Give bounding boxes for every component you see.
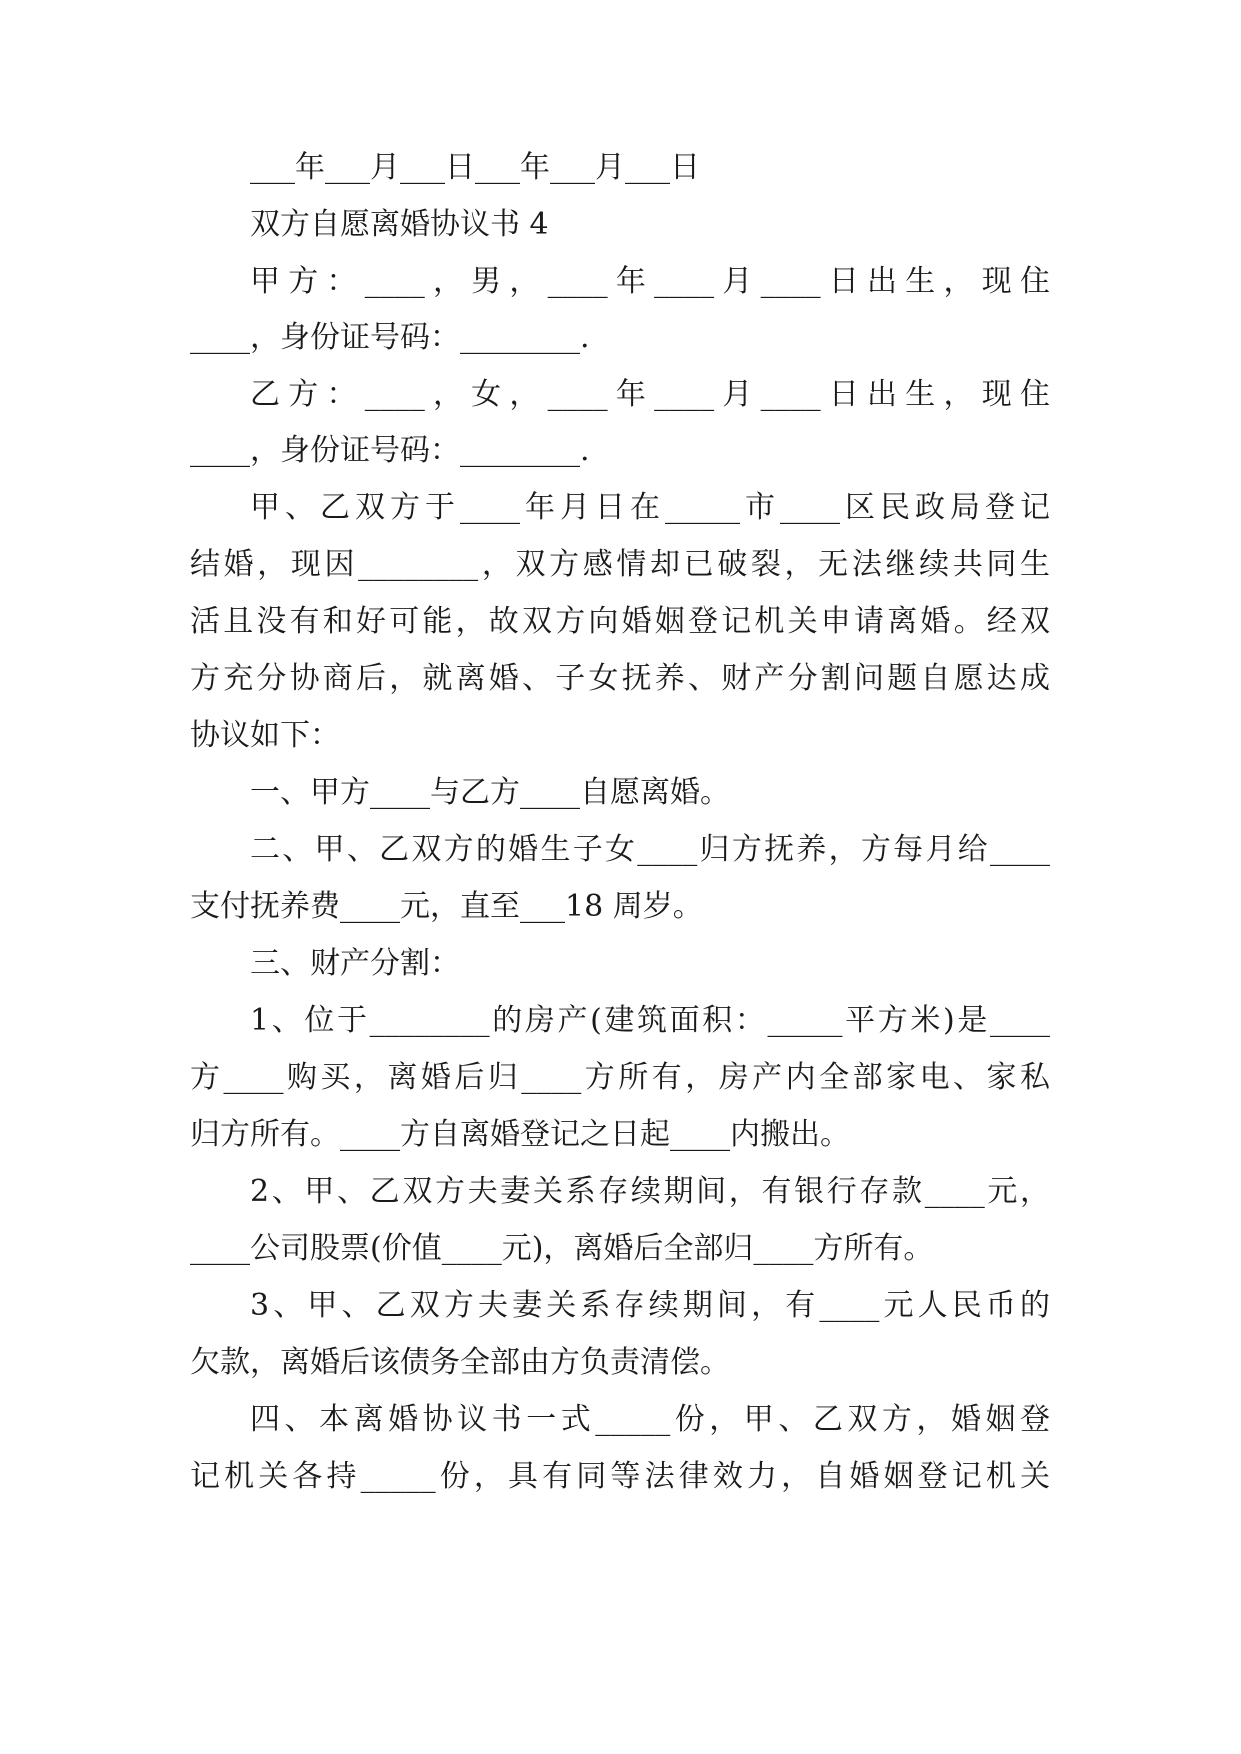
clause-2-line-2: 支付抚养费____元，直至___18 周岁。 (190, 889, 703, 924)
clause-3-2-line-1: 2、甲、乙双方夫妻关系存续期间，有银行存款____元， (250, 1174, 1050, 1209)
clause-3-3-line-1: 3、甲、乙双方夫妻关系存续期间，有____元人民币的 (250, 1288, 1050, 1323)
preamble-line-4: 方充分协商后，就离婚、子女抚养、财产分割问题自愿达成 (190, 661, 1050, 696)
party-a-line-2: ____，身份证号码：________. (190, 320, 590, 355)
clause-4-line-1: 四、本离婚协议书一式_____份，甲、乙双方，婚姻登 (250, 1402, 1050, 1437)
document-title: 双方自愿离婚协议书 4 (250, 207, 549, 242)
clause-2-line-1: 二、甲、乙双方的婚生子女____归方抚养，方每月给____ (250, 832, 1050, 867)
preamble-line-1: 甲、乙双方于____年月日在_____市____区民政局登记 (250, 490, 1050, 525)
preamble-line-2: 结婚，现因________，双方感情却已破裂，无法继续共同生 (190, 547, 1050, 582)
clause-3-heading: 三、财产分割： (250, 946, 460, 981)
clause-3-3-line-2: 欠款，离婚后该债务全部由方负责清偿。 (190, 1345, 730, 1380)
clause-3-1-line-3: 归方所有。____方自离婚登记之日起____内搬出。 (190, 1117, 850, 1152)
party-b-line-2: ____，身份证号码：________. (190, 433, 590, 468)
party-b-line-1: 乙方：____，女，____年____月____日出生，现住 (250, 377, 1050, 412)
clause-1: 一、甲方____与乙方____自愿离婚。 (250, 775, 730, 810)
clause-3-1-line-1: 1、位于________的房产(建筑面积：_____平方米)是____ (250, 1003, 1050, 1038)
preamble-line-3: 活且没有和好可能，故双方向婚姻登记机关申请离婚。经双 (190, 604, 1050, 639)
clause-3-2-line-2: ____公司股票(价值____元)，离婚后全部归____方所有。 (190, 1231, 934, 1266)
preamble-line-5: 协议如下： (190, 718, 340, 753)
clause-3-1-line-2: 方____购买，离婚后归____方所有，房产内全部家电、家私 (190, 1060, 1050, 1095)
clause-4-line-2: 记机关各持_____份，具有同等法律效力，自婚姻登记机关 (190, 1459, 1050, 1494)
party-a-line-1: 甲方：____，男，____年____月____日出生，现住 (250, 264, 1050, 299)
date-line: ___年___月___日___年___月___日 (250, 150, 700, 185)
